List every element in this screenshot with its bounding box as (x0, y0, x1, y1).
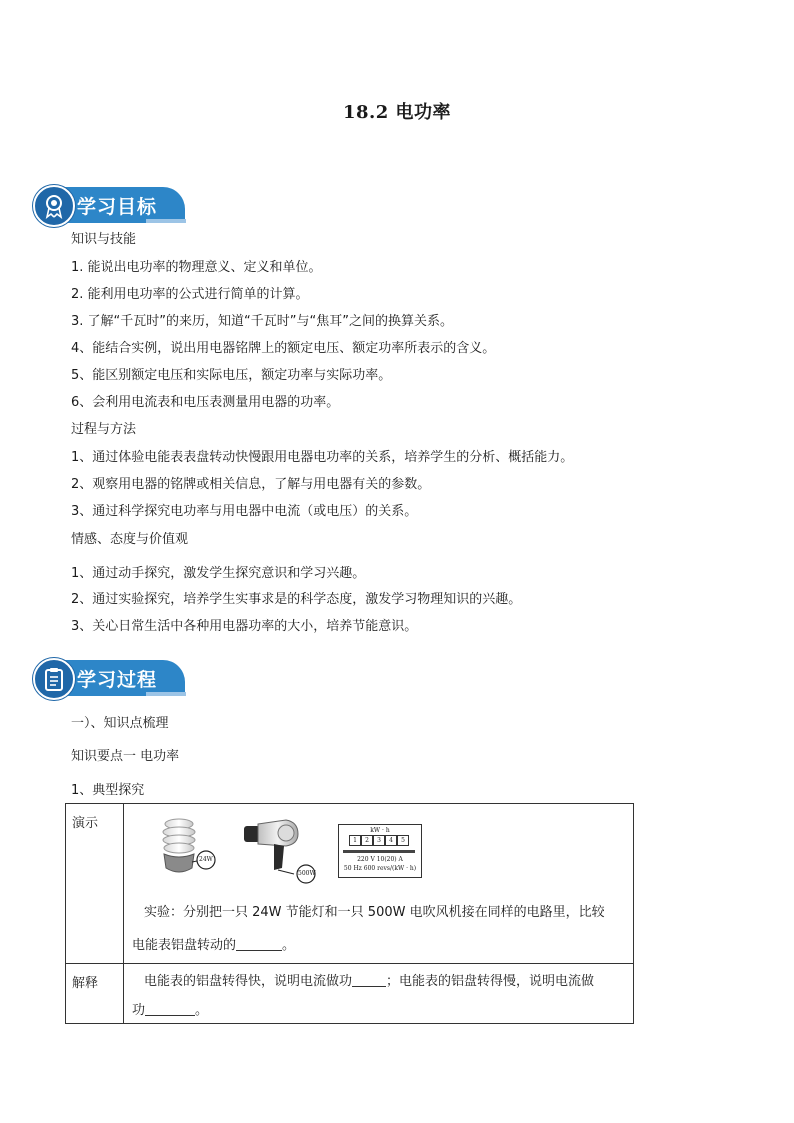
clipboard-icon (33, 658, 75, 700)
meter-unit: kW · h (370, 827, 390, 834)
explain-text: 电能表的铝盘转得快，说明电流做功 (144, 974, 353, 989)
blank-work-fast[interactable] (352, 972, 386, 987)
banner-title: 学习过程 (77, 669, 158, 691)
list-item: 2、观察用电器的铭牌或相关信息，了解与用电器有关的参数。 (71, 477, 431, 492)
experiment-line-1: 实验：分别把一只 24W 节能灯和一只 500W 电吹风机接在同样的电路里，比较 (144, 905, 605, 920)
meter-digit: 1 (349, 835, 361, 846)
dryer-power-label: 500W (298, 870, 316, 877)
list-item: 5、能区别额定电压和实际电压，额定功率与实际功率。 (71, 368, 392, 383)
explain-end: 。 (195, 1003, 209, 1018)
subheading-knowledge-points: 一）、知识点梳理 (71, 716, 169, 731)
row-label-explain: 解释 (66, 964, 124, 1024)
row-label-demo: 演示 (66, 804, 124, 964)
explain-line-1 (144, 970, 594, 989)
list-item: 1、通过体验电能表表盘转动快慢跟用电器电功率的关系，培养学生的分析、概括能力。 (71, 450, 574, 465)
subheading-point-one: 知识要点一 电功率 (71, 749, 180, 764)
experiment-line-2 (132, 934, 295, 953)
electricity-meter (338, 824, 422, 878)
meter-digit: 4 (385, 835, 397, 846)
demo-table (65, 803, 634, 1024)
list-item: 3、关心日常生活中各种用电器功率的大小，培养节能意识。 (71, 619, 418, 634)
meter-spec-rating: 220 V 10(20) A (357, 856, 403, 863)
experiment-text: 电能表铝盘转动的 (132, 938, 237, 953)
meter-digit: 5 (397, 835, 409, 846)
blank-rotation-speed[interactable] (236, 936, 282, 951)
list-item: 3、通过科学探究电功率与用电器中电流（或电压）的关系。 (71, 504, 418, 519)
explain-text: 功 (132, 1003, 146, 1018)
meter-disc (343, 850, 415, 853)
banner-title: 学习目标 (77, 196, 158, 218)
list-item: 3. 了解“千瓦时”的来历，知道“千瓦时”与“焦耳”之间的换算关系。 (71, 314, 453, 329)
list-item: 4、能结合实例，说出用电器铭牌上的额定电压、额定功率所表示的含义。 (71, 341, 496, 356)
explain-text: ；电能表的铝盘转得慢，说明电流做 (386, 974, 595, 989)
list-item: 1. 能说出电功率的物理意义、定义和单位。 (71, 260, 322, 275)
demo-content (124, 804, 634, 964)
hair-dryer-icon (242, 818, 332, 884)
list-item: 2. 能利用电功率的公式进行简单的计算。 (71, 287, 309, 302)
subheading-typical-inquiry: 1、典型探究 (71, 783, 145, 798)
lamp-power-label: 24W (199, 856, 213, 863)
award-icon (33, 185, 75, 227)
blank-work-slow[interactable] (145, 1001, 195, 1016)
meter-digit: 2 (361, 835, 373, 846)
list-item: 1、通过动手探究，激发学生探究意识和学习兴趣。 (71, 566, 366, 581)
meter-digit: 3 (373, 835, 385, 846)
page-title: 18.2 电功率 (342, 102, 452, 123)
heading-attitude: 情感、态度与价值观 (71, 532, 189, 547)
meter-digits (349, 835, 409, 846)
section-banner-process (33, 658, 185, 698)
experiment-end: 。 (282, 938, 296, 953)
section-banner-goals (33, 185, 185, 225)
heading-knowledge: 知识与技能 (71, 232, 137, 247)
lamp-icon (154, 816, 222, 880)
heading-process-method: 过程与方法 (71, 422, 137, 437)
list-item: 2、通过实验探究，培养学生实事求是的科学态度，激发学习物理知识的兴趣。 (71, 592, 522, 607)
meter-spec-revs: 50 Hz 600 revs/(kW · h) (343, 865, 417, 872)
explain-line-2 (132, 999, 208, 1018)
list-item: 6、会利用电流表和电压表测量用电器的功率。 (71, 395, 340, 410)
explain-content (124, 964, 634, 1024)
